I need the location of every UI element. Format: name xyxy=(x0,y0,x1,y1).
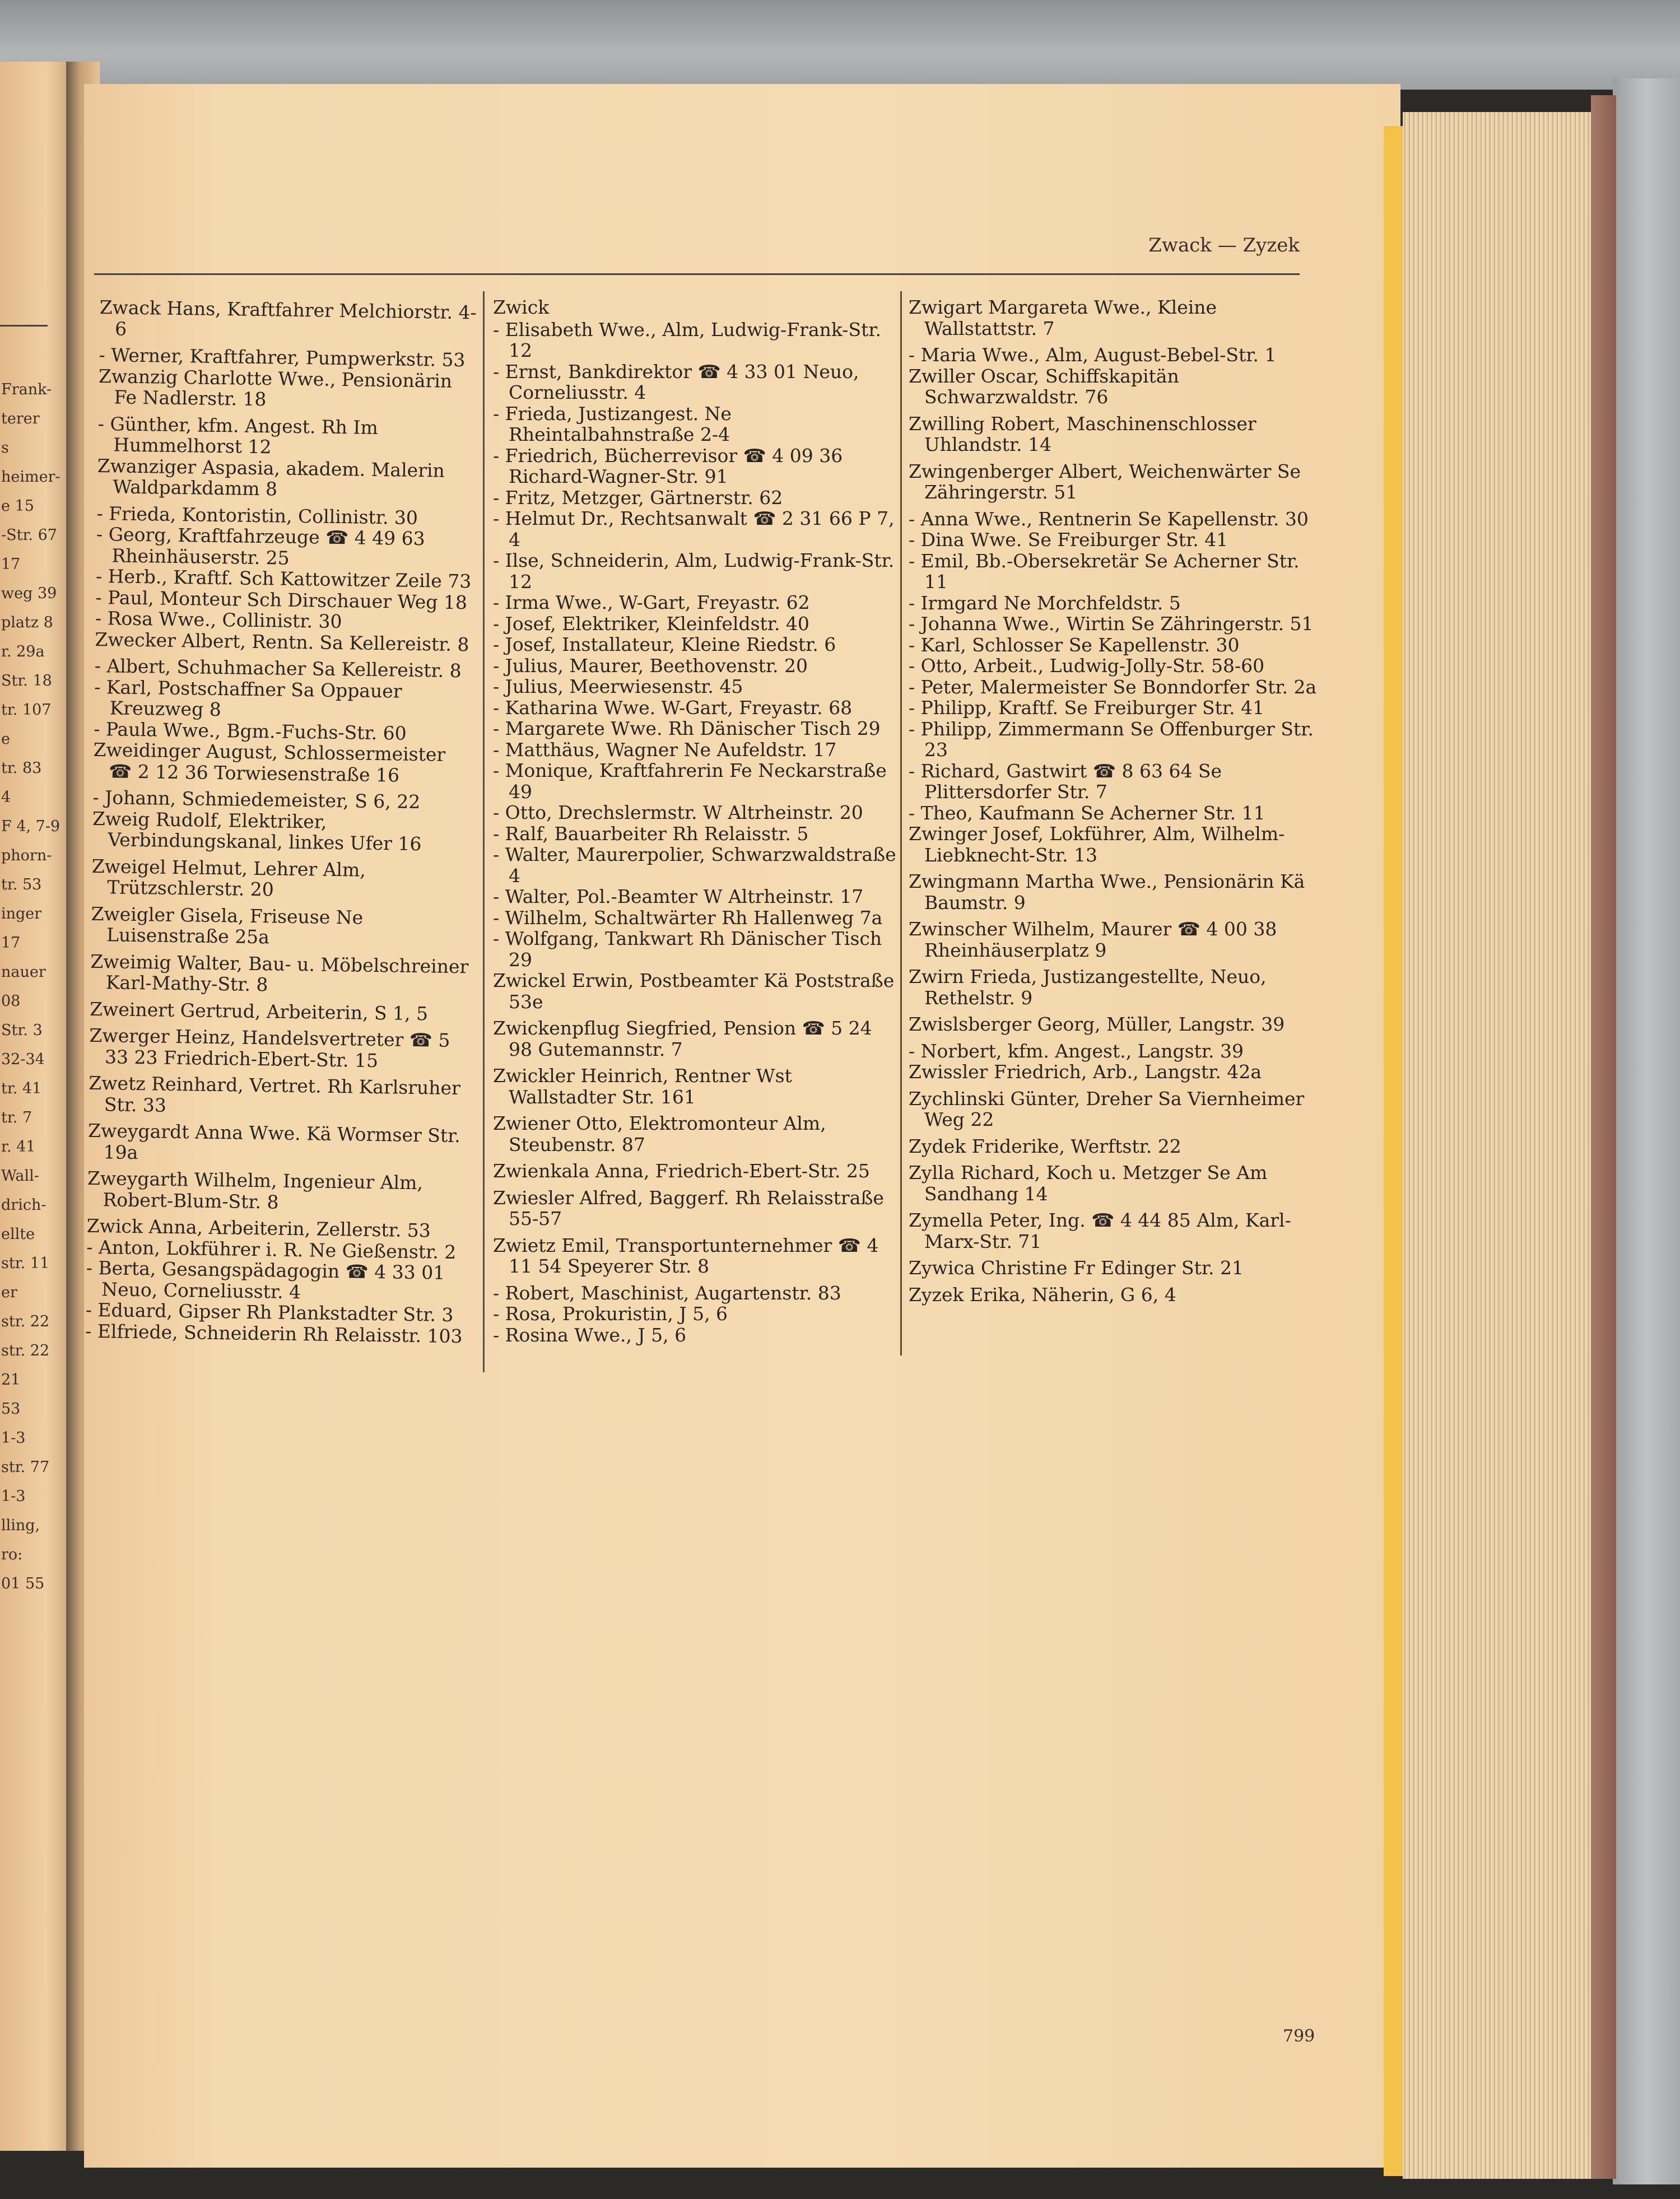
directory-entry: - Wolfgang, Tankwart Rh Dänischer Tisch 29 xyxy=(493,928,882,971)
directory-entry: - Otto, Drechslermstr. W Altrheinstr. 20 xyxy=(493,802,863,823)
directory-entry: Zwingmann Martha Wwe., Pensionärin Kä Baumstr. 9 xyxy=(909,870,1305,914)
directory-entry: - Maria Wwe., Alm, August-Bebel-Str. 1 xyxy=(909,344,1277,366)
directory-entry: - Wilhelm, Schaltwärter Rh Hallenweg 7a xyxy=(493,906,883,929)
directory-entry: Zydek Friderike, Werftstr. 22 xyxy=(909,1135,1181,1157)
directory-entry: - Norbert, kfm. Angest., Langstr. 39 xyxy=(909,1040,1244,1062)
left-page-fragment: tr. 41 xyxy=(1,1080,42,1097)
left-page-fragment: tr. 7 xyxy=(1,1109,32,1126)
left-page-fragment: Str. 3 xyxy=(1,1022,43,1039)
directory-entry: - Friedrich, Bücherrevisor ☎ 4 09 36 Richard-Wagner-Str. 91 xyxy=(493,444,843,487)
directory-entry: Zweygardt Anna Wwe. Kä Wormser Str. 19a xyxy=(87,1119,461,1163)
left-page-fragment: heimer- xyxy=(1,468,61,486)
directory-entry: Zwickenpflug Siegfried, Pension ☎ 5 24 98 Gutemannstr. 7 xyxy=(493,1017,872,1060)
directory-entry: - Paul, Monteur Sch Dirschauer Weg 18 xyxy=(95,586,468,613)
left-page-fragment: 01 55 xyxy=(1,1575,45,1592)
directory-entry: Zwigart Margareta Wwe., Kleine Wallstattstr. 7 xyxy=(909,296,1217,339)
directory-entry: Zweigler Gisela, Friseuse Ne Luisenstraße 25a xyxy=(91,902,364,948)
directory-entry: Zyzek Erika, Näherin, G 6, 4 xyxy=(909,1283,1176,1306)
directory-entry: - Monique, Kraftfahrerin Fe Neckarstraße 49 xyxy=(493,760,887,803)
directory-entry: Zweinert Gertrud, Arbeiterin, S 1, 5 xyxy=(89,998,429,1024)
left-page-fragment: terer xyxy=(1,410,40,427)
left-page-fragment: 17 xyxy=(1,556,21,573)
directory-entry: - Theo, Kaufmann Se Acherner Str. 11 xyxy=(909,802,1265,824)
left-page-fragment: inger xyxy=(1,905,42,923)
directory-entry: - Josef, Installateur, Kleine Riedstr. 6 xyxy=(493,633,836,655)
page-block-shadow xyxy=(1591,95,1616,2179)
left-page-fragment: tr. 107 xyxy=(1,701,52,719)
directory-entry: Zwinger Josef, Lokführer, Alm, Wilhelm-Liebknecht-Str. 13 xyxy=(909,823,1285,866)
column-separator-1 xyxy=(483,291,485,1372)
left-page-fragment: str. 22 xyxy=(1,1313,50,1330)
directory-entry: - Ilse, Schneiderin, Alm, Ludwig-Frank-Str. 12 xyxy=(493,549,895,593)
directory-entry: Zwiener Otto, Elektromonteur Alm, Steubenstr. 87 xyxy=(493,1112,826,1156)
directory-entry: Zwiesler Alfred, Baggerf. Rh Relaisstraße 55-57 xyxy=(493,1186,884,1229)
left-page-fragment: drich- xyxy=(1,1196,46,1214)
directory-entry: - Julius, Meerwiesenstr. 45 xyxy=(493,675,743,697)
directory-entry: - Elisabeth Wwe., Alm, Ludwig-Frank-Str. 12 xyxy=(493,318,881,361)
directory-column-1 xyxy=(85,297,481,1347)
directory-entry: Zymella Peter, Ing. ☎ 4 44 85 Alm, Karl-Marx-Str. 71 xyxy=(909,1209,1291,1252)
directory-entry: Zweimig Walter, Bau- u. Möbelschreiner Karl-Mathy-Str. 8 xyxy=(90,950,469,996)
directory-entry: - Georg, Kraftfahrzeuge ☎ 4 49 63 Rheinhäuserstr. 25 xyxy=(96,523,425,569)
directory-entry: - Johanna Wwe., Wirtin Se Zähringerstr. 51 xyxy=(909,613,1314,635)
left-page-fragment: 1-3 xyxy=(1,1488,26,1505)
left-page-fragment: 21 xyxy=(1,1371,21,1389)
directory-entry: - Günther, kfm. Angest. Rh Im Hummelhorst 12 xyxy=(97,412,379,458)
directory-entry: Zwetz Reinhard, Vertret. Rh Karlsruher Str. 33 xyxy=(89,1071,461,1116)
directory-entry: - Peter, Malermeister Se Bonndorfer Str. 2a xyxy=(909,675,1317,698)
left-page-fragment: r. 29a xyxy=(1,643,45,660)
directory-entry: - Helmut Dr., Rechtsanwalt ☎ 2 31 66 P 7, 4 xyxy=(493,507,895,551)
directory-entry: Zwienkala Anna, Friedrich-Ebert-Str. 25 xyxy=(493,1160,870,1182)
directory-entry: - Irma Wwe., W-Gart, Freyastr. 62 xyxy=(493,591,810,613)
book-cover-cloth-top xyxy=(0,0,1680,90)
directory-entry: - Rosa Wwe., Collinistr. 30 xyxy=(95,607,342,633)
directory-entry: - Robert, Maschinist, Augartenstr. 83 xyxy=(493,1282,841,1304)
left-page-fragment: e xyxy=(1,730,10,748)
directory-entry: - Ralf, Bauarbeiter Rh Relaisstr. 5 xyxy=(493,822,809,845)
directory-entry: Zweig Rudolf, Elektriker, Verbindungskanal, linkes Ufer 16 xyxy=(92,807,422,855)
directory-entry: - Frieda, Justizangest. Ne Rheintalbahnstraße 2-4 xyxy=(493,402,732,445)
directory-entry: Zwirn Frieda, Justizangestellte, Neuo, Rethelstr. 9 xyxy=(909,966,1267,1009)
directory-entry: - Anton, Lokführer i. R. Ne Gießenstr. 2 xyxy=(86,1236,457,1263)
directory-entry: Zwickler Heinrich, Rentner Wst Wallstadter Str. 161 xyxy=(493,1065,792,1108)
directory-entry: - Karl, Schlosser Se Kapellenstr. 30 xyxy=(909,633,1240,656)
directory-entry: - Dina Wwe. Se Freiburger Str. 41 xyxy=(909,529,1228,551)
directory-entry: - Matthäus, Wagner Ne Aufeldstr. 17 xyxy=(493,738,837,761)
left-page-fragment: 32-34 xyxy=(1,1051,45,1068)
directory-entry: Zwingenberger Albert, Weichenwärter Se Zähringerstr. 51 xyxy=(909,460,1301,503)
directory-entry: - Eduard, Gipser Rh Plankstadter Str. 3 xyxy=(85,1298,454,1326)
directory-entry: - Fritz, Metzger, Gärtnerstr. 62 xyxy=(493,486,783,509)
left-page-fragment: 1-3 xyxy=(1,1429,26,1447)
left-page-fragment: F 4, 7-9 xyxy=(1,818,61,835)
directory-entry: Zwerger Heinz, Handelsvertreter ☎ 5 33 23 Friedrich-Ebert-Str. 15 xyxy=(89,1024,450,1071)
left-page-fragment: 08 xyxy=(1,993,21,1010)
directory-entry: - Philipp, Kraftf. Se Freiburger Str. 41 xyxy=(909,697,1265,719)
directory-entry: Zwanziger Aspasia, akadem. Malerin Waldparkdamm 8 xyxy=(97,454,445,500)
directory-entry: Zwilling Robert, Maschinenschlosser Uhlandstr. 14 xyxy=(909,412,1256,455)
directory-entry: Zwecker Albert, Rentn. Sa Kellereistr. 8 xyxy=(95,628,469,655)
directory-entry: Zwick Anna, Arbeiterin, Zellerstr. 53 xyxy=(86,1214,431,1242)
directory-entry: - Margarete Wwe. Rh Dänischer Tisch 29 xyxy=(493,718,881,739)
page-edge-highlight xyxy=(1384,126,1403,2176)
left-page-rule xyxy=(0,325,48,327)
directory-entry: - Irmgard Ne Morchfeldstr. 5 xyxy=(909,591,1181,614)
left-page-fragments xyxy=(1,375,74,1599)
left-page-fragment: tr. 53 xyxy=(1,876,42,893)
directory-entry: Zweidinger August, Schlossermeister ☎ 2 12 36 Torwiesenstraße 16 xyxy=(93,738,446,786)
left-page-fragment: ellte xyxy=(1,1226,35,1243)
directory-entry: - Karl, Postschaffner Sa Oppauer Kreuzweg 8 xyxy=(94,675,402,721)
left-page-fragment: s xyxy=(1,439,9,456)
directory-entry: - Emil, Bb.-Obersekretär Se Acherner Str. 11 xyxy=(909,549,1300,593)
left-page-fragment: platz 8 xyxy=(1,614,53,631)
directory-entry: Zwislsberger Georg, Müller, Langstr. 39 xyxy=(909,1013,1285,1035)
left-page-fragment: str. 22 xyxy=(1,1342,50,1359)
running-head: Zwack — Zyzek xyxy=(1148,234,1300,257)
page-block-edges xyxy=(1403,112,1602,2179)
left-page-fragment: ro: xyxy=(1,1546,23,1563)
directory-entry: Zwietz Emil, Transportunternehmer ☎ 4 11 54 Speyerer Str. 8 xyxy=(493,1234,879,1277)
book-cover-cloth-right xyxy=(1613,78,1680,2184)
left-page-fragment: 4 xyxy=(1,789,11,806)
left-page xyxy=(0,62,76,2151)
page-number: 799 xyxy=(1283,2026,1315,2046)
directory-entry: - Frieda, Kontoristin, Collinistr. 30 xyxy=(96,502,418,529)
left-page-fragment: Str. 18 xyxy=(1,672,52,689)
directory-entry: - Richard, Gastwirt ☎ 8 63 64 Se Plittersdorfer Str. 7 xyxy=(909,760,1222,803)
directory-entry: Zychlinski Günter, Dreher Sa Viernheimer Weg 22 xyxy=(909,1087,1305,1130)
left-page-fragment: Wall- xyxy=(1,1167,39,1185)
directory-entry: - Anna Wwe., Rentnerin Se Kapellenstr. 30 xyxy=(909,507,1309,530)
left-page-fragment: weg 39 xyxy=(1,585,57,602)
directory-entry: Zwanzig Charlotte Wwe., Pensionärin Fe Nadlerstr. 18 xyxy=(98,365,453,411)
left-page-fragment: e 15 xyxy=(1,497,34,515)
directory-entry: - Walter, Pol.-Beamter W Altrheinstr. 17 xyxy=(493,886,864,907)
left-page-fragment: str. 77 xyxy=(1,1459,50,1476)
directory-entry: Zwinscher Wilhelm, Maurer ☎ 4 00 38 Rheinhäuserplatz 9 xyxy=(909,918,1277,961)
directory-entry: - Otto, Arbeit., Ludwig-Jolly-Str. 58-60 xyxy=(909,655,1265,677)
directory-entry: - Paula Wwe., Bgm.-Fuchs-Str. 60 xyxy=(93,718,407,744)
directory-column-2 xyxy=(493,297,896,1345)
left-page-fragment: er xyxy=(1,1284,17,1301)
directory-entry: Zywica Christine Fr Edinger Str. 21 xyxy=(909,1257,1244,1279)
directory-entry: - Johann, Schmiedemeister, S 6, 22 xyxy=(92,786,421,813)
directory-entry: Zweigel Helmut, Lehrer Alm, Trützschlerstr. 20 xyxy=(91,855,366,901)
left-page-fragment: nauer xyxy=(1,963,46,981)
left-page-fragment: 53 xyxy=(1,1400,21,1418)
left-page-fragment: Frank- xyxy=(1,381,52,398)
left-page-fragment: 17 xyxy=(1,934,21,952)
left-page-fragment: tr. 83 xyxy=(1,760,42,777)
directory-entry: - Rosina Wwe., J 5, 6 xyxy=(493,1324,687,1346)
directory-entry: Zwiller Oscar, Schiffskapitän Schwarzwaldstr. 76 xyxy=(909,365,1179,408)
directory-entry: - Elfriede, Schneiderin Rh Relaisstr. 103 xyxy=(85,1320,463,1347)
directory-entry: Zwack Hans, Kraftfahrer Melchiorstr. 4-6 xyxy=(99,296,477,340)
directory-entry: Zwissler Friedrich, Arb., Langstr. 42a xyxy=(909,1061,1262,1083)
left-page-fragment: r. 41 xyxy=(1,1138,36,1156)
directory-entry: - Julius, Maurer, Beethovenstr. 20 xyxy=(493,654,808,677)
directory-entry: - Herb., Kraftf. Sch Kattowitzer Zeile 73 xyxy=(95,565,472,593)
left-page-fragment: phorn- xyxy=(1,847,52,864)
directory-entry: - Werner, Kraftfahrer, Pumpwerkstr. 53 xyxy=(99,343,466,371)
column-separator-2 xyxy=(900,291,902,1355)
left-page-fragment: lling, xyxy=(1,1517,40,1534)
directory-entry: Zweygarth Wilhelm, Ingenieur Alm, Robert-Blum-Str. 8 xyxy=(87,1167,424,1213)
directory-entry: - Josef, Elektriker, Kleinfeldstr. 40 xyxy=(493,612,809,635)
header-rule xyxy=(94,273,1300,275)
directory-entry: - Philipp, Zimmermann Se Offenburger Str. 23 xyxy=(909,718,1314,761)
directory-entry: - Katharina Wwe. W-Gart, Freyastr. 68 xyxy=(493,696,853,719)
left-page-fragment: str. 11 xyxy=(1,1255,50,1272)
directory-entry: Zwickel Erwin, Postbeamter Kä Poststraße 53e xyxy=(493,970,895,1013)
directory-entry: - Albert, Schuhmacher Sa Kellereistr. 8 xyxy=(94,654,462,682)
directory-entry: - Walter, Maurerpolier, Schwarzwaldstraße 4 xyxy=(493,844,896,887)
directory-entry: - Ernst, Bankdirektor ☎ 4 33 01 Neuo, Corneliusstr. 4 xyxy=(493,360,859,403)
directory-group-heading: Zwick xyxy=(493,296,550,318)
directory-entry: - Berta, Gesangspädagogin ☎ 4 33 01 Neuo, Corneliusstr. 4 xyxy=(86,1256,445,1303)
directory-column-3 xyxy=(909,297,1318,1311)
directory-entry: Zylla Richard, Koch u. Metzger Se Am Sandhang 14 xyxy=(909,1162,1268,1205)
directory-entry: - Rosa, Prokuristin, J 5, 6 xyxy=(493,1303,728,1325)
left-page-fragment: -Str. 67 xyxy=(1,527,57,544)
